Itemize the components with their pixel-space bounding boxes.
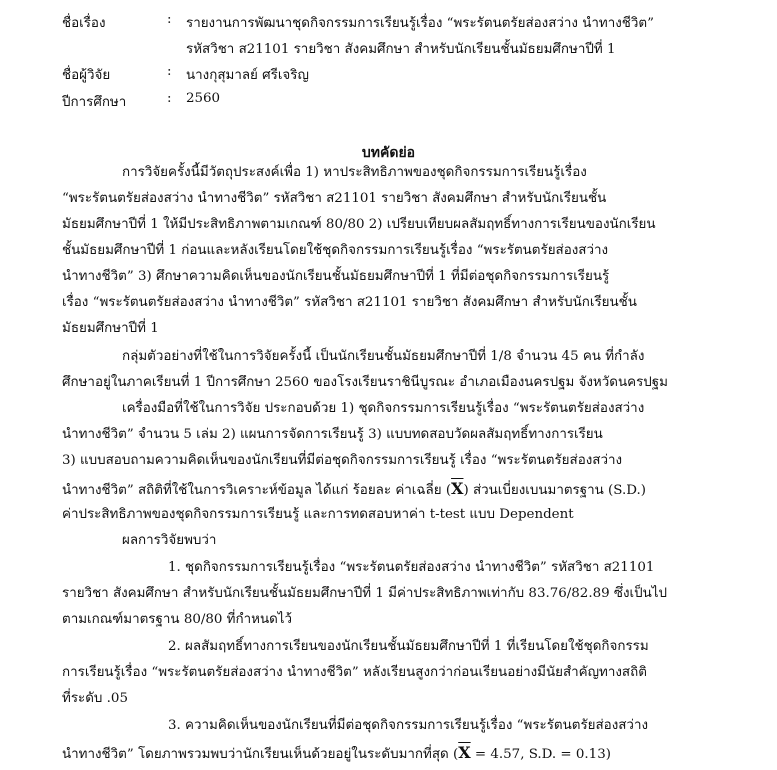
abstract-line: เรื่อง “พระรัตนตรัยส่องสว่าง นำทางชีวิต” รหัสวิชา ส21101 รายวิชา สังคมศึกษา สำหรับนักเรียนชั้น [62,295,637,310]
statistics-text-b: ) ส่วนเบี่ยงเบนมาตรฐาน (S.D.) [463,483,646,498]
results-heading: ผลการวิจัยพบว่า [122,533,217,548]
result-3-text-b: = 4.57, S.D. = 0.13) [470,747,611,762]
result-2-line-3: ที่ระดับ .05 [62,691,128,706]
abstract-line: ค่าประสิทธิภาพของชุดกิจกรรมการเรียนรู้ และการทดสอบหาค่า t-test แบบ Dependent [62,507,574,522]
abstract-line: “พระรัตนตรัยส่องสว่าง นำทางชีวิต” รหัสวิชา ส21101 รายวิชา สังคมศึกษา สำหรับนักเรียนชั้น [62,191,607,206]
x-bar-symbol: $\overline{X}$ [451,479,464,498]
result-3-text-a: นำทางชีวิต” โดยภาพรวมพบว่านักเรียนเห็นด้วยอยู่ในระดับมากที่สุด ( [62,747,459,762]
x-bar-symbol: $\overline{X}$ [458,743,471,762]
result-2-line-1: 2. ผลสัมฤทธิ์ทางการเรียนของนักเรียนชั้นมัธยมศึกษาปีที่ 1 ที่เรียนโดยใช้ชุดกิจกรรม [168,639,649,654]
abstract-line-statistics [62,481,646,497]
result-3-line-1: 3. ความคิดเห็นของนักเรียนที่มีต่อชุดกิจกรรมการเรียนรู้เรื่อง “พระรัตนตรัยส่องสว่าง [168,718,649,733]
title-label: ชื่อเรื่อง [62,16,106,31]
result-1-line-2: รายวิชา สังคมศึกษา สำหรับนักเรียนชั้นมัธยมศึกษาปีที่ 1 มีค่าประสิทธิภาพเท่ากับ 83.76/82.89 ซึ่งเป็นไป [62,586,667,601]
researcher-colon: : [167,64,172,79]
abstract-line: นำทางชีวิต” 3) ศึกษาความคิดเห็นของนักเรียนชั้นมัธยมศึกษาปีที่ 1 ที่มีต่อชุดกิจกรรมการเรียนรู้ [62,269,610,284]
year-colon: : [167,91,172,106]
result-1-line-3: ตามเกณฑ์มาตรฐาน 80/80 ที่กำหนดไว้ [62,612,293,627]
result-3-line-2 [62,745,611,761]
abstract-line: นำทางชีวิต” จำนวน 5 เล่ม 2) แผนการจัดการเรียนรู้ 3) แบบทดสอบวัดผลสัมฤทธิ์ทางการเรียน [62,427,603,442]
title-value-line-1: รายงานการพัฒนาชุดกิจกรรมการเรียนรู้เรื่อง “พระรัตนตรัยส่องสว่าง นำทางชีวิต” [186,16,654,31]
abstract-line: มัธยมศึกษาปีที่ 1 [62,321,159,336]
abstract-line: ชั้นมัธยมศึกษาปีที่ 1 ก่อนและหลังเรียนโดยใช้ชุดกิจกรรมการเรียนรู้เรื่อง “พระรัตนตรัยส่องสว่าง [62,243,609,258]
researcher-label: ชื่อผู้วิจัย [62,68,111,83]
title-value-line-2: รหัสวิชา ส21101 รายวิชา สังคมศึกษา สำหรับนักเรียนชั้นมัธยมศึกษาปีที่ 1 [186,42,616,57]
researcher-value: นางกุสุมาลย์ ศรีเจริญ [186,68,309,83]
abstract-heading: บทคัดย่อ [361,145,416,161]
abstract-line: เครื่องมือที่ใช้ในการวิจัย ประกอบด้วย 1) ชุดกิจกรรมการเรียนรู้เรื่อง “พระรัตนตรัยส่องสว่าง [122,401,645,416]
result-2-line-2: การเรียนรู้เรื่อง “พระรัตนตรัยส่องสว่าง นำทางชีวิต” หลังเรียนสูงกว่าก่อนเรียนอย่างมีนัยสำคัญทางสถิติ [62,665,647,680]
abstract-line: มัธยมศึกษาปีที่ 1 ให้มีประสิทธิภาพตามเกณฑ์ 80/80 2) เปรียบเทียบผลสัมฤทธิ์ทางการเรียนของนักเรียน [62,217,656,232]
statistics-text-a: นำทางชีวิต” สถิติที่ใช้ในการวิเคราะห์ข้อมูล ได้แก่ ร้อยละ ค่าเฉลี่ย ( [62,483,452,498]
year-label: ปีการศึกษา [62,95,127,110]
abstract-line: การวิจัยครั้งนี้มีวัตถุประสงค์เพื่อ 1) หาประสิทธิภาพของชุดกิจกรรมการเรียนรู้เรื่อง [122,165,587,180]
title-colon: : [167,12,172,27]
abstract-line: ศึกษาอยู่ในภาคเรียนที่ 1 ปีการศึกษา 2560 ของโรงเรียนราชินีบูรณะ อำเภอเมืองนครปฐม จังหวัดนครปฐม [62,375,668,390]
abstract-line: กลุ่มตัวอย่างที่ใช้ในการวิจัยครั้งนี้ เป็นนักเรียนชั้นมัธยมศึกษาปีที่ 1/8 จำนวน 45 คน ที่กำลัง [122,349,645,364]
year-value: 2560 [186,91,221,106]
abstract-line: 3) แบบสอบถามความคิดเห็นของนักเรียนที่มีต่อชุดกิจกรรมการเรียนรู้ เรื่อง “พระรัตนตรัยส่องสว่าง [62,453,623,468]
result-1-line-1: 1. ชุดกิจกรรมการเรียนรู้เรื่อง “พระรัตนตรัยส่องสว่าง นำทางชีวิต” รหัสวิชา ส21101 [168,560,655,575]
